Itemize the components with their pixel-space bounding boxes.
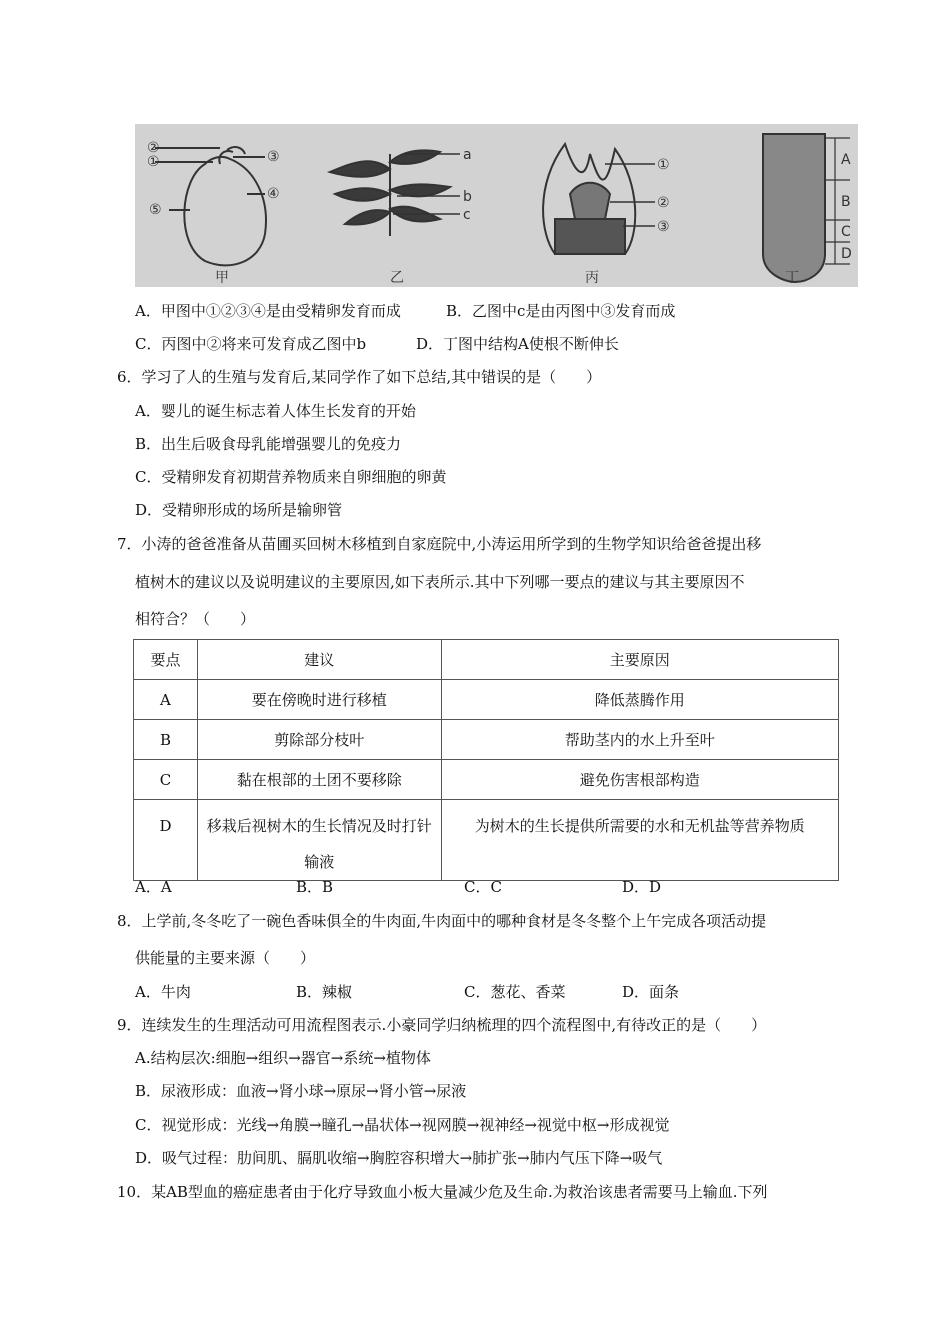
q7-option-a: A．A: [135, 878, 172, 896]
q6-option-b: B．出生后吸食母乳能增强婴儿的免疫力: [135, 435, 402, 453]
bud-label-1: ①: [657, 157, 670, 173]
seed-label-4: ④: [267, 186, 280, 202]
seed-label-5: ⑤: [149, 202, 162, 218]
table-row: [134, 680, 839, 720]
q7-option-c: C．C: [464, 878, 502, 896]
root-label-D: D: [841, 246, 852, 262]
root-label-B: B: [841, 194, 851, 210]
q7-stem-line1: 7．小涛的爸爸准备从苗圃买回树木移植到自家庭院中,小涛运用所学到的生物学知识给爸爸提出移: [117, 535, 762, 553]
q5-option-b: B．乙图中c是由丙图中③发育而成: [446, 302, 676, 320]
panel-name-bing: 丙: [585, 270, 599, 286]
table-row: [134, 720, 839, 760]
root-tip-diagram: [763, 134, 850, 282]
q8-option-c: C．葱花、香菜: [464, 983, 566, 1001]
seedling-label-c: c: [463, 207, 471, 223]
panel-name-yi: 乙: [390, 270, 404, 286]
panel-name-jia: 甲: [215, 270, 229, 286]
table-cell: C: [134, 760, 198, 800]
seedling-label-b: b: [463, 189, 472, 205]
seed-label-1: ①: [147, 154, 160, 170]
q7-option-d: D．D: [622, 878, 662, 896]
table-cell: B: [134, 720, 198, 760]
q8-stem-line2: 供能量的主要来源（ ）: [135, 949, 316, 967]
q10-stem: 10．某AB型血的癌症患者由于化疗导致血小板大量减少危及生命.为救治该患者需要马上输血.下列: [117, 1183, 768, 1201]
q5-option-d: D．丁图中结构A使根不断伸长: [416, 335, 619, 353]
table-cell: D: [134, 800, 198, 881]
table-cell: 避免伤害根部构造: [441, 760, 838, 800]
q5-option-a: A．甲图中①②③④是由受精卵发育而成: [135, 302, 401, 320]
table-cell: 移栽后视树木的生长情况及时打针输液: [197, 800, 441, 881]
q7-stem-line2: 植树木的建议以及说明建议的主要原因,如下表所示.其中下列哪一要点的建议与其主要原因不: [135, 573, 745, 591]
q8-option-b: B．辣椒: [296, 983, 353, 1001]
table-row: [134, 760, 839, 800]
seedling-diagram: [330, 150, 460, 236]
q5-option-c: C．丙图中②将来可发育成乙图中b: [135, 335, 367, 353]
q9-option-a: A.结构层次:细胞→组织→器官→系统→植物体: [135, 1049, 431, 1067]
bud-label-3: ③: [657, 219, 670, 235]
panel-name-ding: 丁: [785, 270, 799, 286]
root-label-C: C: [841, 224, 851, 240]
q9-option-c: C．视觉形成：光线→角膜→瞳孔→晶状体→视网膜→视神经→视觉中枢→形成视觉: [135, 1116, 670, 1134]
table-header: 主要原因: [441, 640, 838, 680]
table-cell: 剪除部分枝叶: [197, 720, 441, 760]
table-cell: 要在傍晚时进行移植: [197, 680, 441, 720]
q6-stem: 6．学习了人的生殖与发育后,某同学作了如下总结,其中错误的是（ ）: [117, 368, 602, 386]
q9-option-b: B．尿液形成：血液→肾小球→原尿→肾小管→尿液: [135, 1082, 467, 1100]
table-cell: 为树木的生长提供所需要的水和无机盐等营养物质: [441, 800, 838, 881]
seed-label-2: ②: [147, 140, 160, 156]
q6-option-d: D．受精卵形成的场所是输卵管: [135, 501, 343, 519]
table-cell: 帮助茎内的水上升至叶: [441, 720, 838, 760]
table-cell: A: [134, 680, 198, 720]
table-header: 建议: [197, 640, 441, 680]
q8-option-a: A．牛肉: [135, 983, 191, 1001]
seedling-label-a: a: [463, 147, 472, 163]
bud-diagram: [543, 144, 655, 254]
table-cell: 黏在根部的土团不要移除: [197, 760, 441, 800]
table-cell: 降低蒸腾作用: [441, 680, 838, 720]
table-row: [134, 800, 839, 881]
q8-stem-line1: 8．上学前,冬冬吃了一碗色香味俱全的牛肉面,牛肉面中的哪种食材是冬冬整个上午完成各项活动提: [117, 912, 767, 930]
biology-figure: [135, 124, 858, 287]
q7-option-b: B．B: [296, 878, 334, 896]
q7-table: [133, 639, 839, 881]
q7-stem-line3: 相符合？（ ）: [135, 610, 256, 628]
seed-diagram: [155, 147, 266, 265]
q8-option-d: D．面条: [622, 983, 680, 1001]
q9-option-d: D．吸气过程：肋间肌、膈肌收缩→胸腔容积增大→肺扩张→肺内气压下降→吸气: [135, 1149, 663, 1167]
q6-option-a: A．婴儿的诞生标志着人体生长发育的开始: [135, 402, 416, 420]
bud-label-2: ②: [657, 195, 670, 211]
seed-label-3: ③: [267, 149, 280, 165]
q6-option-c: C．受精卵发育初期营养物质来自卵细胞的卵黄: [135, 468, 447, 486]
figure-drawing: [135, 124, 858, 287]
table-header: 要点: [134, 640, 198, 680]
root-label-A: A: [841, 152, 851, 168]
q9-stem: 9．连续发生的生理活动可用流程图表示.小豪同学归纳梳理的四个流程图中,有待改正的是（ ）: [117, 1016, 767, 1034]
table-header-row: [134, 640, 839, 680]
